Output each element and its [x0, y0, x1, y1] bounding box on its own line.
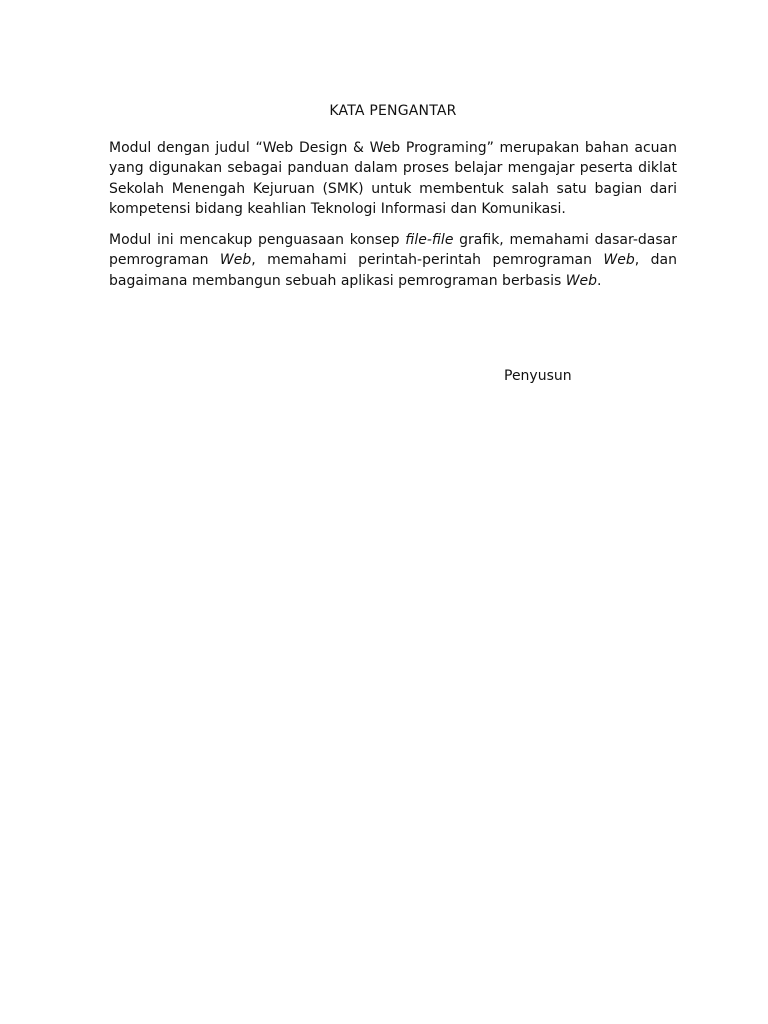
- paragraph-scope-italic: Web: [565, 272, 598, 289]
- paragraph-scope-italic: file-file: [405, 232, 454, 249]
- signature-author: Penyusun: [504, 368, 572, 384]
- paragraph-scope-italic: Web: [219, 252, 252, 269]
- paragraph-scope-text: , dan bagaimana membangun sebuah aplikasi pemrograman berbasis: [109, 252, 677, 289]
- paragraph-scope-text: Modul ini mencakup penguasaan konsep: [109, 232, 406, 249]
- paragraph-scope-text: , memahami perintah-perintah pemrograman: [251, 252, 604, 269]
- paragraph-scope-text: grafik, memahami dasar-dasar pemrograman: [109, 232, 677, 269]
- paragraph-scope-italic: Web: [603, 252, 635, 269]
- paragraph-intro: Modul dengan judul “Web Design & Web Programing” merupakan bahan acuan yang digunakan sebagai panduan dalam proses belajar mengajar peserta diklat Sekolah Menengah Kejuruan (SMK) untuk membentuk salah satu bagian dari kompetensi bidang keahlian Teknologi Informasi dan Komunikasi.: [109, 140, 677, 217]
- paragraph-scope: [109, 230, 677, 291]
- paragraph-scope-text: .: [597, 272, 602, 289]
- document-body: [109, 138, 677, 291]
- page-title: KATA PENGANTAR: [329, 103, 457, 119]
